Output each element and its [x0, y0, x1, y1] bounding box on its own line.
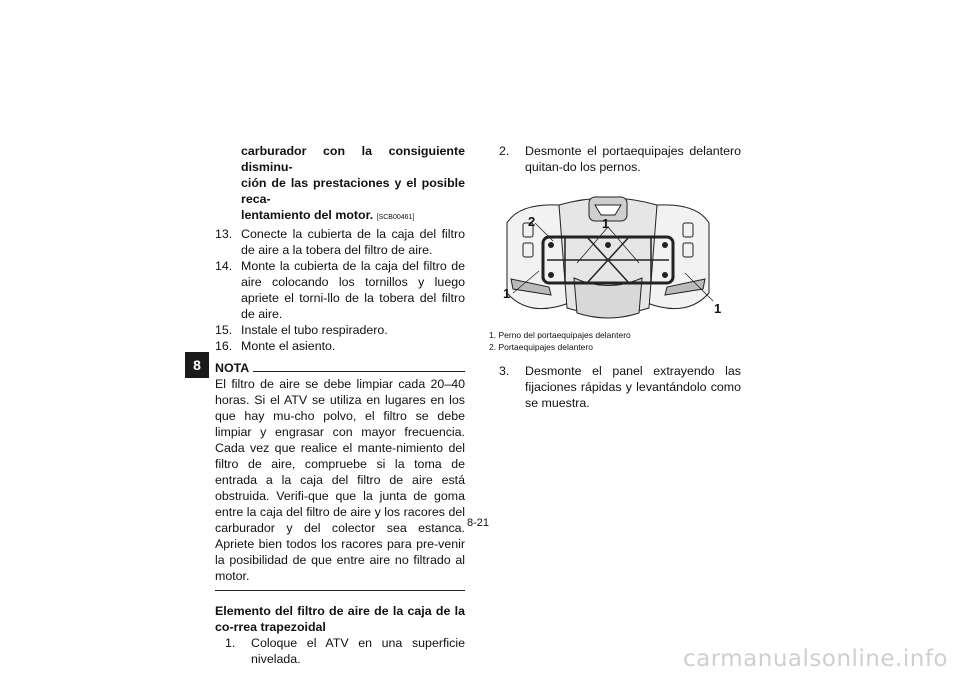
step-16 — [215, 338, 465, 354]
warning-line: lentamiento del motor. [SCB00461] — [241, 208, 415, 222]
step-text: Desmonte el panel extrayendo las fijaciones rápidas y levantándolo como se muestra. — [525, 364, 741, 410]
warning-continuation — [215, 143, 465, 226]
section-step-1 — [215, 635, 465, 667]
warning-code: [SCB00461] — [376, 214, 415, 221]
page-number: 8-21 — [467, 517, 490, 529]
step-text: Conecte la cubierta de la caja del filtro de aire a la tobera del filtro de aire. — [241, 227, 465, 257]
step-2 — [489, 143, 741, 175]
figure-caption — [489, 329, 741, 353]
chapter-tab: 8 — [185, 352, 209, 378]
nota-end-rule — [215, 590, 465, 591]
callout-1-right: 1 — [714, 301, 722, 316]
caption-line: 2. Portaequipajes delantero — [489, 342, 593, 352]
atv-front-carrier-illustration — [489, 183, 727, 323]
nota-header — [215, 360, 465, 376]
step-13 — [215, 226, 465, 258]
left-column — [215, 143, 465, 667]
step-number: 16. — [215, 339, 233, 353]
watermark: carmanualsonline.info — [682, 646, 948, 672]
step-3 — [489, 363, 741, 411]
callout-1-center: 1 — [602, 216, 610, 231]
caption-line: 1. Perno del portaequipajes delantero — [489, 330, 631, 340]
section-title: Elemento del filtro de aire de la caja de la co-rrea trapezoidal — [215, 604, 465, 634]
right-column — [489, 143, 741, 411]
step-text: Monte la cubierta de la caja del filtro de aire colocando los tornillos y luego apriete el torni-llo de la tobera del filtro de aire. — [241, 259, 465, 321]
step-number: 3. — [499, 364, 510, 378]
warning-line: ción de las prestaciones y el posible reca- — [241, 176, 465, 206]
step-number: 2. — [499, 144, 510, 158]
atv-drawing — [489, 183, 727, 323]
nota-label: NOTA — [215, 361, 250, 375]
step-14 — [215, 258, 465, 322]
step-15 — [215, 322, 465, 338]
nota-rule — [253, 371, 465, 372]
step-text: Desmonte el portaequipajes delantero quitan-do los pernos. — [525, 144, 741, 174]
step-number: 14. — [215, 259, 233, 273]
callout-2: 2 — [528, 214, 536, 229]
step-text: Monte el asiento. — [241, 339, 336, 353]
callout-1-left: 1 — [503, 286, 511, 301]
step-text: Instale el tubo respiradero. — [241, 323, 388, 337]
step-number: 15. — [215, 323, 233, 337]
step-number: 13. — [215, 227, 233, 241]
nota-text: El filtro de aire se debe limpiar cada 20–40 horas. Si el ATV se utiliza en lugares en los que hay mu-cho polvo, el filtro se debe limpiar y engrasar con mayor frecuencia. Cada vez que realice el mante-nimiento del filtro de aire, compruebe si la toma de entrada a la caja del filtro de aire está obstruida. Verifi-que que la junta de goma entre la caja del filtro de aire y los racores del carburador y del colector sea estanca. Apriete bien todos los racores para pre-venir la posibilidad de que entre aire no filtrado al motor. — [215, 377, 465, 583]
step-text: Coloque el ATV en una superficie nivelada. — [251, 636, 465, 666]
step-number: 1. — [225, 636, 236, 650]
warning-line: carburador con la consiguiente disminu- — [241, 144, 465, 174]
